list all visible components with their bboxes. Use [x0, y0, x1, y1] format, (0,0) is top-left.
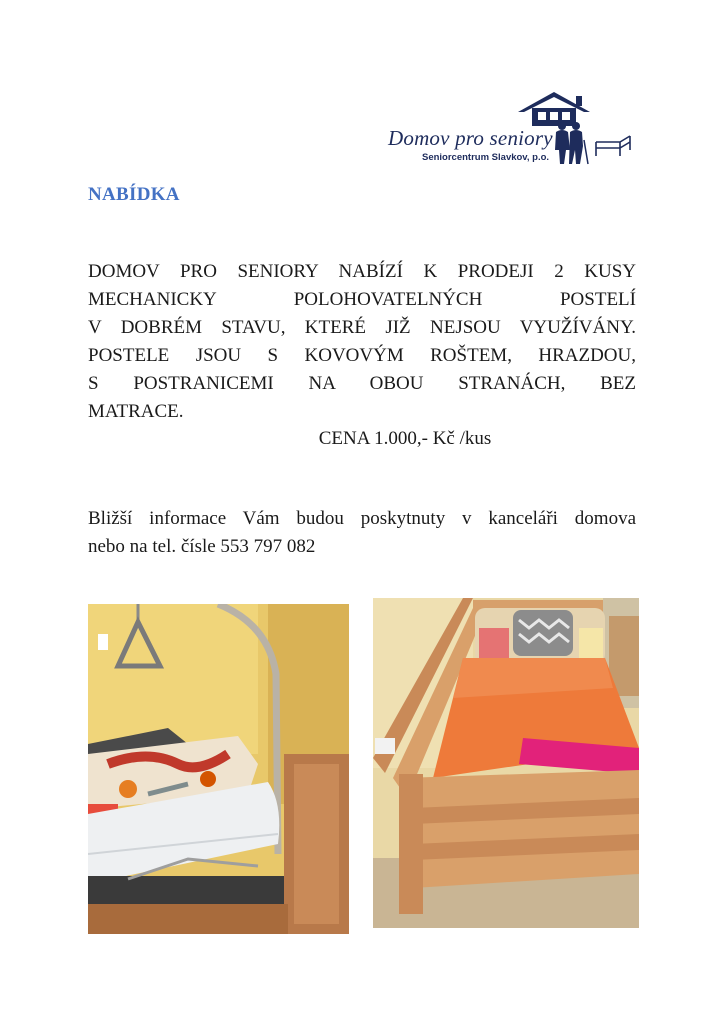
offer-line: POSTELE JSOU S KOVOVÝM ROŠTEM, HRAZDOU, [88, 345, 636, 366]
logo-subtitle: Seniorcentrum Slavkov, p.o. [422, 152, 550, 163]
logo [384, 90, 634, 170]
info-line: nebo na tel. čísle 553 797 082 [88, 536, 316, 557]
bed-photo-1 [88, 604, 349, 934]
offer-paragraph [88, 258, 636, 426]
offer-line: S POSTRANICEMI NA OBOU STRANÁCH, BEZ [88, 373, 636, 394]
offer-line: DOMOV PRO SENIORY NABÍZÍ K PRODEJI 2 KUSY [88, 261, 636, 282]
offer-line: MATRACE. [88, 401, 184, 422]
info-line: Bližší informace Vám budou poskytnuty v kanceláři domova [88, 508, 636, 529]
price-text: CENA 1.000,- Kč /kus [318, 428, 492, 449]
offer-line: MECHANICKY POLOHOVATELNÝCH POSTELÍ [88, 289, 636, 310]
offer-line: V DOBRÉM STAVU, KTERÉ JIŽ NEJSOU VYUŽÍVÁNY. [88, 317, 636, 338]
page-heading: NABÍDKA [88, 184, 180, 205]
bed-photo-2 [373, 598, 639, 928]
contact-info [88, 505, 636, 561]
logo-title: Domov pro seniory [388, 126, 553, 150]
price-line [0, 428, 724, 450]
